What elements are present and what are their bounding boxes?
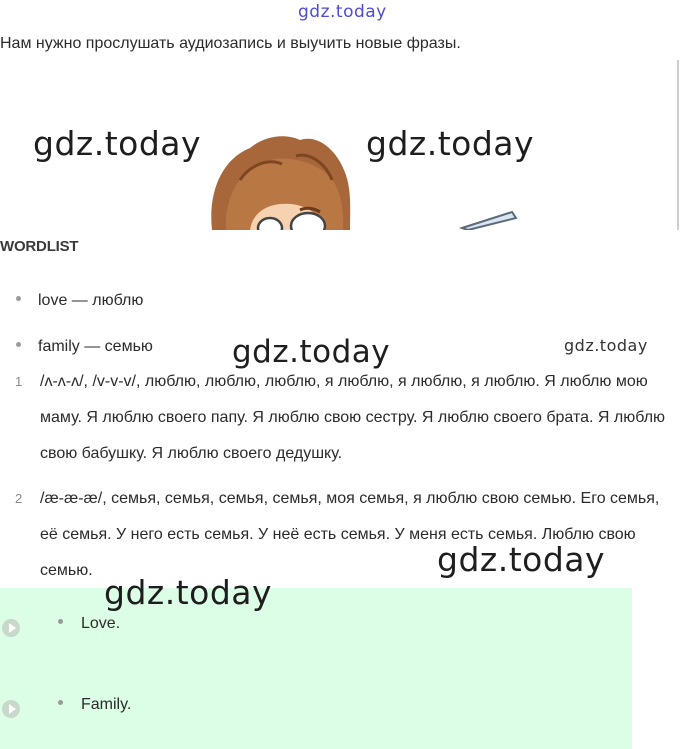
intro-text: Нам нужно прослушать аудиозапись и выучить новые фразы. [0, 35, 461, 52]
watermark: gdz.today [437, 540, 606, 579]
watermark: gdz.today [33, 124, 202, 163]
exercise-number: 2 [15, 491, 23, 506]
wordlist-item-text: family — семью [38, 338, 153, 355]
bullet-icon [16, 342, 21, 347]
watermark: gdz.today [366, 124, 535, 163]
watermark: gdz.today [298, 2, 387, 22]
audio-phrases-panel [0, 588, 632, 749]
phrase-text: Love. [81, 615, 121, 632]
play-icon[interactable] [2, 700, 20, 718]
watermark: gdz.today [232, 334, 391, 370]
watermark: gdz.today [104, 573, 273, 612]
divider-line [677, 60, 679, 230]
phrase-text: Family. [81, 696, 132, 713]
wordlist-item [16, 292, 143, 310]
play-icon[interactable] [2, 619, 20, 637]
exercise-text: /æ-æ-æ/, семья, семья, семья, семья, моя семья, я люблю свою семью. Его семья, её семья. У него есть семья. У неё есть семья. У меня есть семья. Люблю свою семью. [40, 490, 660, 579]
wordlist-item [16, 338, 153, 356]
bullet-icon [58, 619, 63, 624]
bullet-icon [58, 700, 63, 705]
wordlist-heading: WORDLIST [0, 238, 79, 255]
phrase-item [58, 615, 120, 633]
phrase-item [58, 696, 131, 714]
watermark: gdz.today [564, 336, 648, 355]
exercise-text: /ʌ-ʌ-ʌ/, /v-v-v/, люблю, люблю, люблю, я люблю, я люблю, я люблю. Я люблю мою маму. Я люблю своего папу. Я люблю свою сестру. Я люблю своего брата. Я люблю свою бабушку. Я люблю своего дедушку. [40, 373, 666, 462]
wordlist-item-text: love — люблю [38, 292, 144, 309]
bullet-icon [16, 296, 21, 301]
exercise-number: 1 [15, 374, 23, 389]
